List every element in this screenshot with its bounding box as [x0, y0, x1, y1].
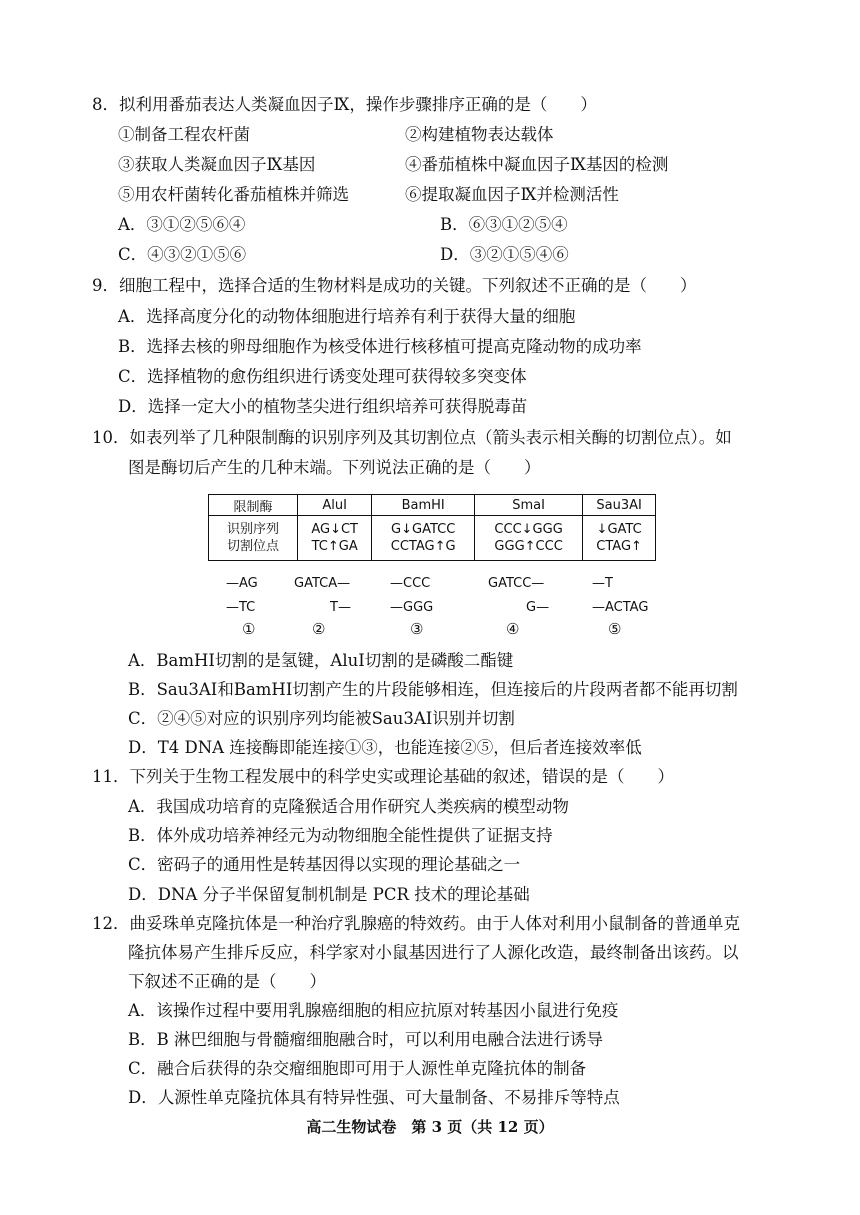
fragment-top-strand: —T — [592, 576, 613, 591]
q9-option-c: C．选择植物的愈伤组织进行诱变处理可获得较多突变体 — [118, 367, 527, 386]
fragment-5 — [592, 576, 664, 640]
sequence-cell — [372, 516, 475, 561]
q12-stem-line3: 下叙述不正确的是（ ） — [128, 972, 326, 991]
q8-option-c: C．④③②①⑤⑥ — [118, 245, 247, 264]
sequence-bottom: TC↑GA — [311, 539, 358, 554]
enzyme-name: SmaⅠ — [475, 495, 583, 516]
fragment-1 — [226, 576, 286, 640]
row-label-recognition: 识别序列 — [226, 522, 279, 537]
fragment-label: ⑤ — [608, 620, 622, 638]
q12-option-a: A．该操作过程中要用乳腺癌细胞的相应抗原对转基因小鼠进行免疫 — [128, 1001, 619, 1020]
q11-stem: 11．下列关于生物工程发展中的科学史实或理论基础的叙述，错误的是（ ） — [92, 767, 674, 786]
q8-option-d: D．③②①⑤④⑥ — [440, 245, 569, 264]
fragment-bottom-strand: —GGG — [390, 600, 434, 615]
q9-option-d: D．选择一定大小的植物茎尖进行组织培养可获得脱毒苗 — [118, 397, 528, 416]
q8-step-4: ④番茄植株中凝血因子Ⅸ基因的检测 — [405, 155, 669, 174]
q12-stem-line2: 隆抗体易产生排斥反应，科学家对小鼠基因进行了人源化改造，最终制备出该药。以 — [128, 943, 739, 962]
restriction-enzyme-table — [208, 494, 656, 561]
q11-option-c: C．密码子的通用性是转基因得以实现的理论基础之一 — [128, 855, 521, 874]
q10-option-c: C．②④⑤对应的识别序列均能被Sau3AⅠ识别并切割 — [128, 709, 515, 728]
fragment-top-strand: GATCC— — [488, 576, 545, 591]
q8-step-2: ②构建植物表达载体 — [405, 125, 554, 144]
fragment-bottom-strand: —TC — [226, 600, 256, 615]
enzyme-name: Sau3AⅠ — [583, 495, 656, 516]
sequence-bottom: CCTAG↑G — [390, 539, 456, 554]
fragment-top-strand: GATCA— — [294, 576, 351, 591]
q12-stem-line1: 12．曲妥珠单克隆抗体是一种治疗乳腺癌的特效药。由于人体对利用小鼠制备的普通单克 — [92, 914, 740, 933]
enzyme-name: AluⅠ — [298, 495, 372, 516]
page-footer: 高二生物试卷 第 3 页（共 12 页） — [306, 1118, 554, 1136]
q8-option-a: A．③①②⑤⑥④ — [118, 215, 246, 234]
sequence-top: G↓GATCC — [391, 522, 456, 537]
fragment-bottom-strand: —ACTAG — [592, 600, 649, 615]
fragment-4 — [488, 576, 558, 640]
q8-stem: 8．拟利用番茄表达人类凝血因子Ⅸ，操作步骤排序正确的是（ ） — [92, 95, 597, 114]
q9-option-a: A．选择高度分化的动物体细胞进行培养有利于获得大量的细胞 — [118, 307, 576, 326]
q10-option-b: B．Sau3AⅠ和BamHⅠ切割产生的片段能够相连，但连接后的片段两者都不能再切割 — [128, 680, 738, 699]
q10-option-a: A．BamHⅠ切割的是氢键，AluⅠ切割的是磷酸二酯键 — [128, 651, 514, 670]
sequence-top: AG↓CT — [311, 522, 358, 537]
fragment-label: ① — [242, 620, 256, 638]
q11-option-a: A．我国成功培育的克隆猴适合用作研究人类疾病的模型动物 — [128, 797, 569, 816]
fragment-3 — [390, 576, 450, 640]
fragment-top-strand: —CCC — [390, 576, 431, 591]
q10-stem-line1: 10．如表列举了几种限制酶的识别序列及其切割位点（箭头表示相关酶的切割位点）。如 — [92, 428, 732, 447]
sequence-cell — [475, 516, 583, 561]
q8-step-5: ⑤用农杆菌转化番茄植株并筛选 — [118, 185, 349, 204]
q12-option-c: C．融合后获得的杂交瘤细胞即可用于人源性单克隆抗体的制备 — [128, 1059, 587, 1078]
sequence-cell — [583, 516, 656, 561]
sequence-bottom: GGG↑CCC — [494, 539, 563, 554]
fragment-label: ④ — [506, 620, 520, 638]
q12-option-d: D．人源性单克隆抗体具有特异性强、可大量制备、不易排斥等特点 — [128, 1088, 620, 1107]
sequence-top: CCC↓GGG — [494, 522, 563, 537]
q12-option-b: B．B 淋巴细胞与骨髓瘤细胞融合时，可以利用电融合法进行诱导 — [128, 1030, 603, 1049]
fragment-bottom-strand: T— — [330, 600, 351, 615]
q11-option-b: B．体外成功培养神经元为动物细胞全能性提供了证据支持 — [128, 826, 553, 845]
enzyme-name: BamHⅠ — [372, 495, 475, 516]
q9-stem: 9．细胞工程中，选择合适的生物材料是成功的关键。下列叙述不正确的是（ ） — [92, 276, 697, 295]
row-label-cut-site: 切割位点 — [226, 539, 279, 554]
q10-option-d: D．T4 DNA 连接酶即能连接①③，也能连接②⑤，但后者连接效率低 — [128, 738, 642, 757]
sequence-cell — [298, 516, 372, 561]
fragment-bottom-strand: G— — [526, 600, 550, 615]
q8-option-b: B．⑥③①②⑤④ — [440, 215, 568, 234]
fragment-label: ③ — [410, 620, 424, 638]
q9-option-b: B．选择去核的卵母细胞作为核受体进行核移植可提高克隆动物的成功率 — [118, 337, 642, 356]
fragment-top-strand: —AG — [226, 576, 258, 591]
sequence-bottom: CTAG↑ — [596, 539, 642, 554]
row-label-cell — [209, 516, 298, 561]
q8-step-1: ①制备工程农杆菌 — [118, 125, 250, 144]
table-header-label: 限制酶 — [209, 495, 298, 516]
q8-step-3: ③获取人类凝血因子Ⅸ基因 — [118, 155, 316, 174]
q10-stem-line2: 图是酶切后产生的几种末端。下列说法正确的是（ ） — [128, 458, 541, 477]
q11-option-d: D．DNA 分子半保留复制机制是 PCR 技术的理论基础 — [128, 885, 530, 904]
q8-step-6: ⑥提取凝血因子Ⅸ并检测活性 — [405, 185, 619, 204]
sequence-top: ↓GATC — [596, 522, 642, 537]
fragment-label: ② — [312, 620, 326, 638]
fragment-2 — [294, 576, 364, 640]
